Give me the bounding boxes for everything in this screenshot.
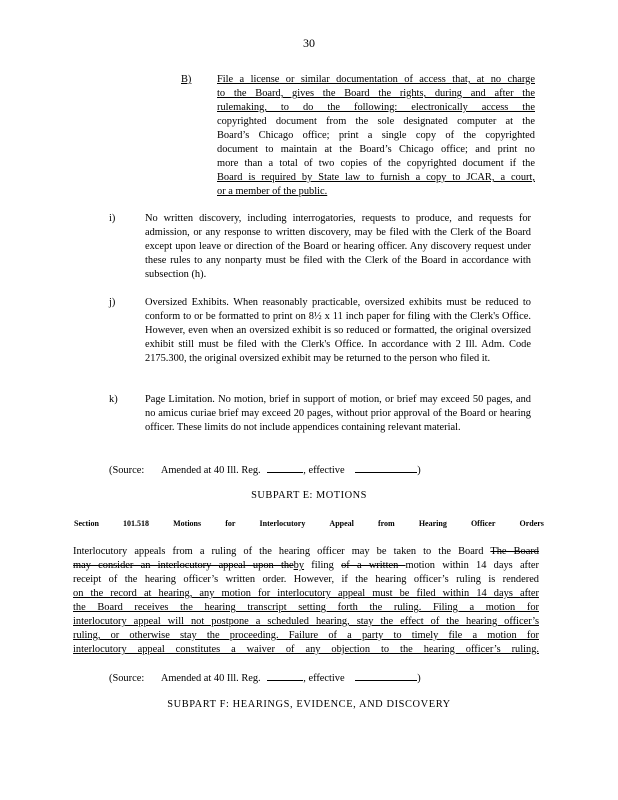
page-number: 30 <box>303 36 315 50</box>
inserted-line: the Board receives the hearing transcript setting forth the ruling. Filing a motion for <box>73 602 539 613</box>
source-effective: , effective <box>303 465 345 476</box>
item-b-line: more than a total of two copies of the copyrighted document if the <box>217 158 535 169</box>
section-word: 101.518 <box>123 519 149 528</box>
section-word: Motions <box>173 519 202 528</box>
item-b-line: File a license or similar documentation of access that, at no charge <box>217 74 535 85</box>
item-j-label: j) <box>109 297 116 308</box>
section-word: Hearing <box>418 519 447 528</box>
body-line <box>73 559 539 573</box>
register-blank <box>267 671 303 681</box>
source-amended: Amended at 40 Ill. Reg. <box>160 465 261 476</box>
subpart-f-heading: SUBPART F: HEARINGS, EVIDENCE, AND DISCOVERY <box>167 699 451 710</box>
item-i-text: No written discovery, including interrogatories, requests to produce, and requests for admission, or any response to written discovery, may be filed with the Clerk of the Board except upon leave or direction of the Board or hearing officer. Any discovery request under these rules to any nonparty must be filed with the Clerk of the Board in accordance with subsection (h). <box>145 213 531 280</box>
struck-text: The Board <box>490 546 539 557</box>
item-b-text <box>217 73 535 199</box>
section-word: Interlocutory <box>259 519 306 528</box>
item-b-line: to the Board, gives the Board the rights, during and after the <box>217 88 535 99</box>
source-effective: , effective <box>303 673 345 684</box>
section-word: Orders <box>519 519 544 528</box>
inserted-line: interlocutory appeal constitutes a waiver of any objection to the hearing officer’s ruling. <box>73 644 539 655</box>
item-b-label: B) <box>181 74 192 85</box>
source-amended: Amended at 40 Ill. Reg. <box>160 673 261 684</box>
inserted-line: ruling, or otherwise stay the proceeding. Failure of a party to timely file a motion for <box>73 630 539 641</box>
inserted-line: interlocutory appeal will not postpone a scheduled hearing, stay the effect of the hearing officer’s <box>73 616 539 627</box>
source-note <box>109 671 421 684</box>
item-k-text: Page Limitation. No motion, brief in support of motion, or brief may exceed 50 pages, and no amicus curiae brief may exceed 20 pages, without prior approval of the Board or hearing officer. These limits do not include appendices containing relevant material. <box>145 394 531 433</box>
date-blank <box>355 671 417 681</box>
inserted-text: by <box>293 560 305 571</box>
source-close: ) <box>417 465 421 476</box>
date-blank <box>355 463 417 473</box>
source-note <box>109 463 421 476</box>
body-text: motion within 14 days after <box>405 560 539 571</box>
inserted-line: on the record at hearing, any motion for interlocutory appeal must be filed within 14 days after <box>73 588 539 599</box>
item-b-line: document to maintain at the Board’s Chicago office; and print no <box>217 144 535 155</box>
body-line: receipt of the hearing officer’s written order. However, if the hearing officer’s ruling is rendered <box>73 574 539 585</box>
struck-text: of a written <box>341 560 406 571</box>
register-blank <box>267 463 303 473</box>
item-j-text: Oversized Exhibits. When reasonably practicable, oversized exhibits must be reduced to conform to or be formatted to print on 8½ x 11 inch paper for filing with the Clerk's Office. However, even when an oversized exhibit is so reduced or formatted, the original oversized exhibit still must be filed with the Clerk's Office. In accordance with 2 Ill. Adm. Code 2175.300, the original oversized exhibit may be returned to the person who filed it. <box>145 297 531 364</box>
section-body <box>73 545 539 657</box>
source-prefix: (Source: <box>109 465 145 476</box>
body-line <box>73 545 539 559</box>
source-prefix: (Source: <box>109 673 145 684</box>
item-k-label: k) <box>109 394 118 405</box>
section-word: Appeal <box>329 519 354 528</box>
section-word: from <box>377 519 395 528</box>
source-close: ) <box>417 673 421 684</box>
body-text: Interlocutory appeals from a ruling of the hearing officer may be taken to the Board <box>73 546 491 557</box>
item-b-line: copyrighted document from the sole designated computer at the <box>217 116 535 127</box>
section-word: Section <box>74 519 99 528</box>
subpart-e-heading: SUBPART E: MOTIONS <box>251 490 367 501</box>
section-word: Officer <box>470 519 496 528</box>
body-text: filing <box>304 560 342 571</box>
item-b-line: Board’s Chicago office; print a single copy of the copyrighted <box>217 130 535 141</box>
struck-text: may consider an interlocutory appeal upon the <box>73 560 294 571</box>
item-b-line: rulemaking, to do the following: electronically access the <box>217 102 535 113</box>
section-heading <box>74 519 544 528</box>
item-i-label: i) <box>109 213 116 224</box>
section-word: for <box>225 519 236 528</box>
item-b-line: Board is required by State law to furnish a copy to JCAR, a court, <box>217 172 535 183</box>
item-b-line: or a member of the public. <box>217 186 328 197</box>
